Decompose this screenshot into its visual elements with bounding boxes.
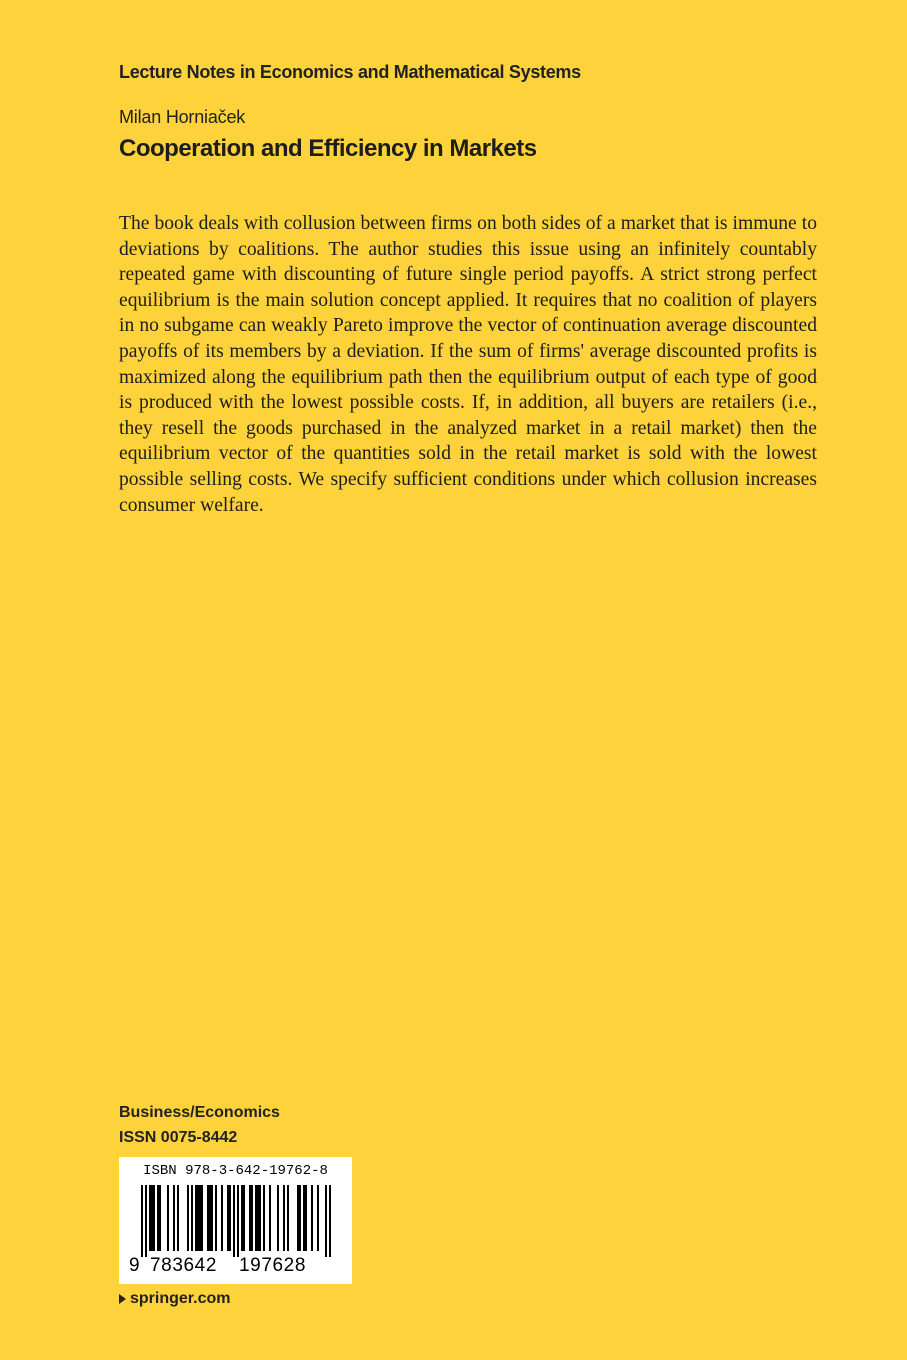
barcode-guard-bar	[233, 1185, 235, 1257]
barcode-guard-bar	[325, 1185, 327, 1257]
barcode-bar	[229, 1185, 231, 1251]
barcode-bar	[177, 1185, 179, 1251]
barcode-bar	[243, 1185, 245, 1251]
barcode-bar	[187, 1185, 189, 1251]
barcode-bar	[197, 1185, 199, 1251]
barcode-bar	[303, 1185, 305, 1251]
barcode-bar	[277, 1185, 279, 1251]
barcode-bar	[259, 1185, 261, 1251]
barcode-bar	[269, 1185, 271, 1251]
barcode-bar	[211, 1185, 213, 1251]
barcode-bar	[201, 1185, 203, 1251]
barcode-bar	[299, 1185, 301, 1251]
barcode-bar	[251, 1185, 253, 1251]
barcode-bar	[215, 1185, 217, 1251]
barcode-left-group: 783642	[150, 1255, 218, 1276]
barcode-bar	[153, 1185, 155, 1251]
barcode-bar	[167, 1185, 169, 1251]
barcode-bar	[173, 1185, 175, 1251]
barcode-right-group: 197628	[239, 1255, 307, 1276]
barcode-bar	[255, 1185, 257, 1251]
barcode-bar	[305, 1185, 307, 1251]
barcode-guard-bar	[145, 1185, 147, 1257]
barcode-box	[119, 1157, 352, 1284]
barcode-bar	[157, 1185, 159, 1251]
barcode-bar	[263, 1185, 265, 1251]
barcode-bar	[149, 1185, 151, 1251]
barcode-bars	[129, 1185, 342, 1257]
author-name: Milan Horniaček	[119, 107, 246, 127]
barcode-bar	[283, 1185, 285, 1251]
barcode-guard-bar	[329, 1185, 331, 1257]
publisher-website[interactable]	[119, 1290, 230, 1308]
barcode-bar	[257, 1185, 259, 1251]
website-label: springer.com	[130, 1290, 231, 1307]
arrow-icon	[119, 1294, 126, 1304]
issn-number: ISSN 0075-8442	[119, 1129, 238, 1146]
isbn-label: ISBN 978-3-642-19762-8	[143, 1163, 328, 1179]
barcode-bar	[249, 1185, 251, 1251]
barcode-guard-bar	[237, 1185, 239, 1257]
series-title: Lecture Notes in Economics and Mathematical Systems	[119, 62, 581, 82]
barcode-bar	[195, 1185, 197, 1251]
barcode-bar	[209, 1185, 211, 1251]
subject-category: Business/Economics	[119, 1104, 280, 1121]
barcode-bar	[191, 1185, 193, 1251]
barcode-first-digit: 9	[129, 1255, 140, 1276]
barcode-bar	[199, 1185, 201, 1251]
barcode-bar	[317, 1185, 319, 1251]
barcode-bar	[241, 1185, 243, 1251]
barcode-bar	[159, 1185, 161, 1251]
barcode-bar	[221, 1185, 223, 1251]
book-title: Cooperation and Efficiency in Markets	[119, 135, 537, 162]
barcode-guard-bar	[141, 1185, 143, 1257]
barcode-bar	[151, 1185, 153, 1251]
barcode-bar	[287, 1185, 289, 1251]
barcode-bar	[207, 1185, 209, 1251]
barcode-bar	[297, 1185, 299, 1251]
barcode-bar	[311, 1185, 313, 1251]
abstract-text: The book deals with collusion between firms on both sides of a market that is immune to deviations by coalitions. The author studies this issue using an infinitely countably repeated game with discounting of future single period payoffs. A strict strong perfect equilibrium is the main solution concept applied. It requires that no coalition of players in no subgame can weakly Pareto improve the vector of continuation average discounted payoffs of its members by a deviation. If the sum of firms' average discounted profits is maximized along the equilibrium path then the equilibrium output of each type of good is produced with the lowest possible costs. If, in addition, all buyers are retailers (i.e., they resell the goods purchased in the analyzed market in a retail market) then the equilibrium vector of the quantities sold in the retail market is sold with the lowest possible selling costs. We specify sufficient conditions under which collusion increases consumer welfare.	[119, 213, 817, 516]
barcode-bar	[227, 1185, 229, 1251]
